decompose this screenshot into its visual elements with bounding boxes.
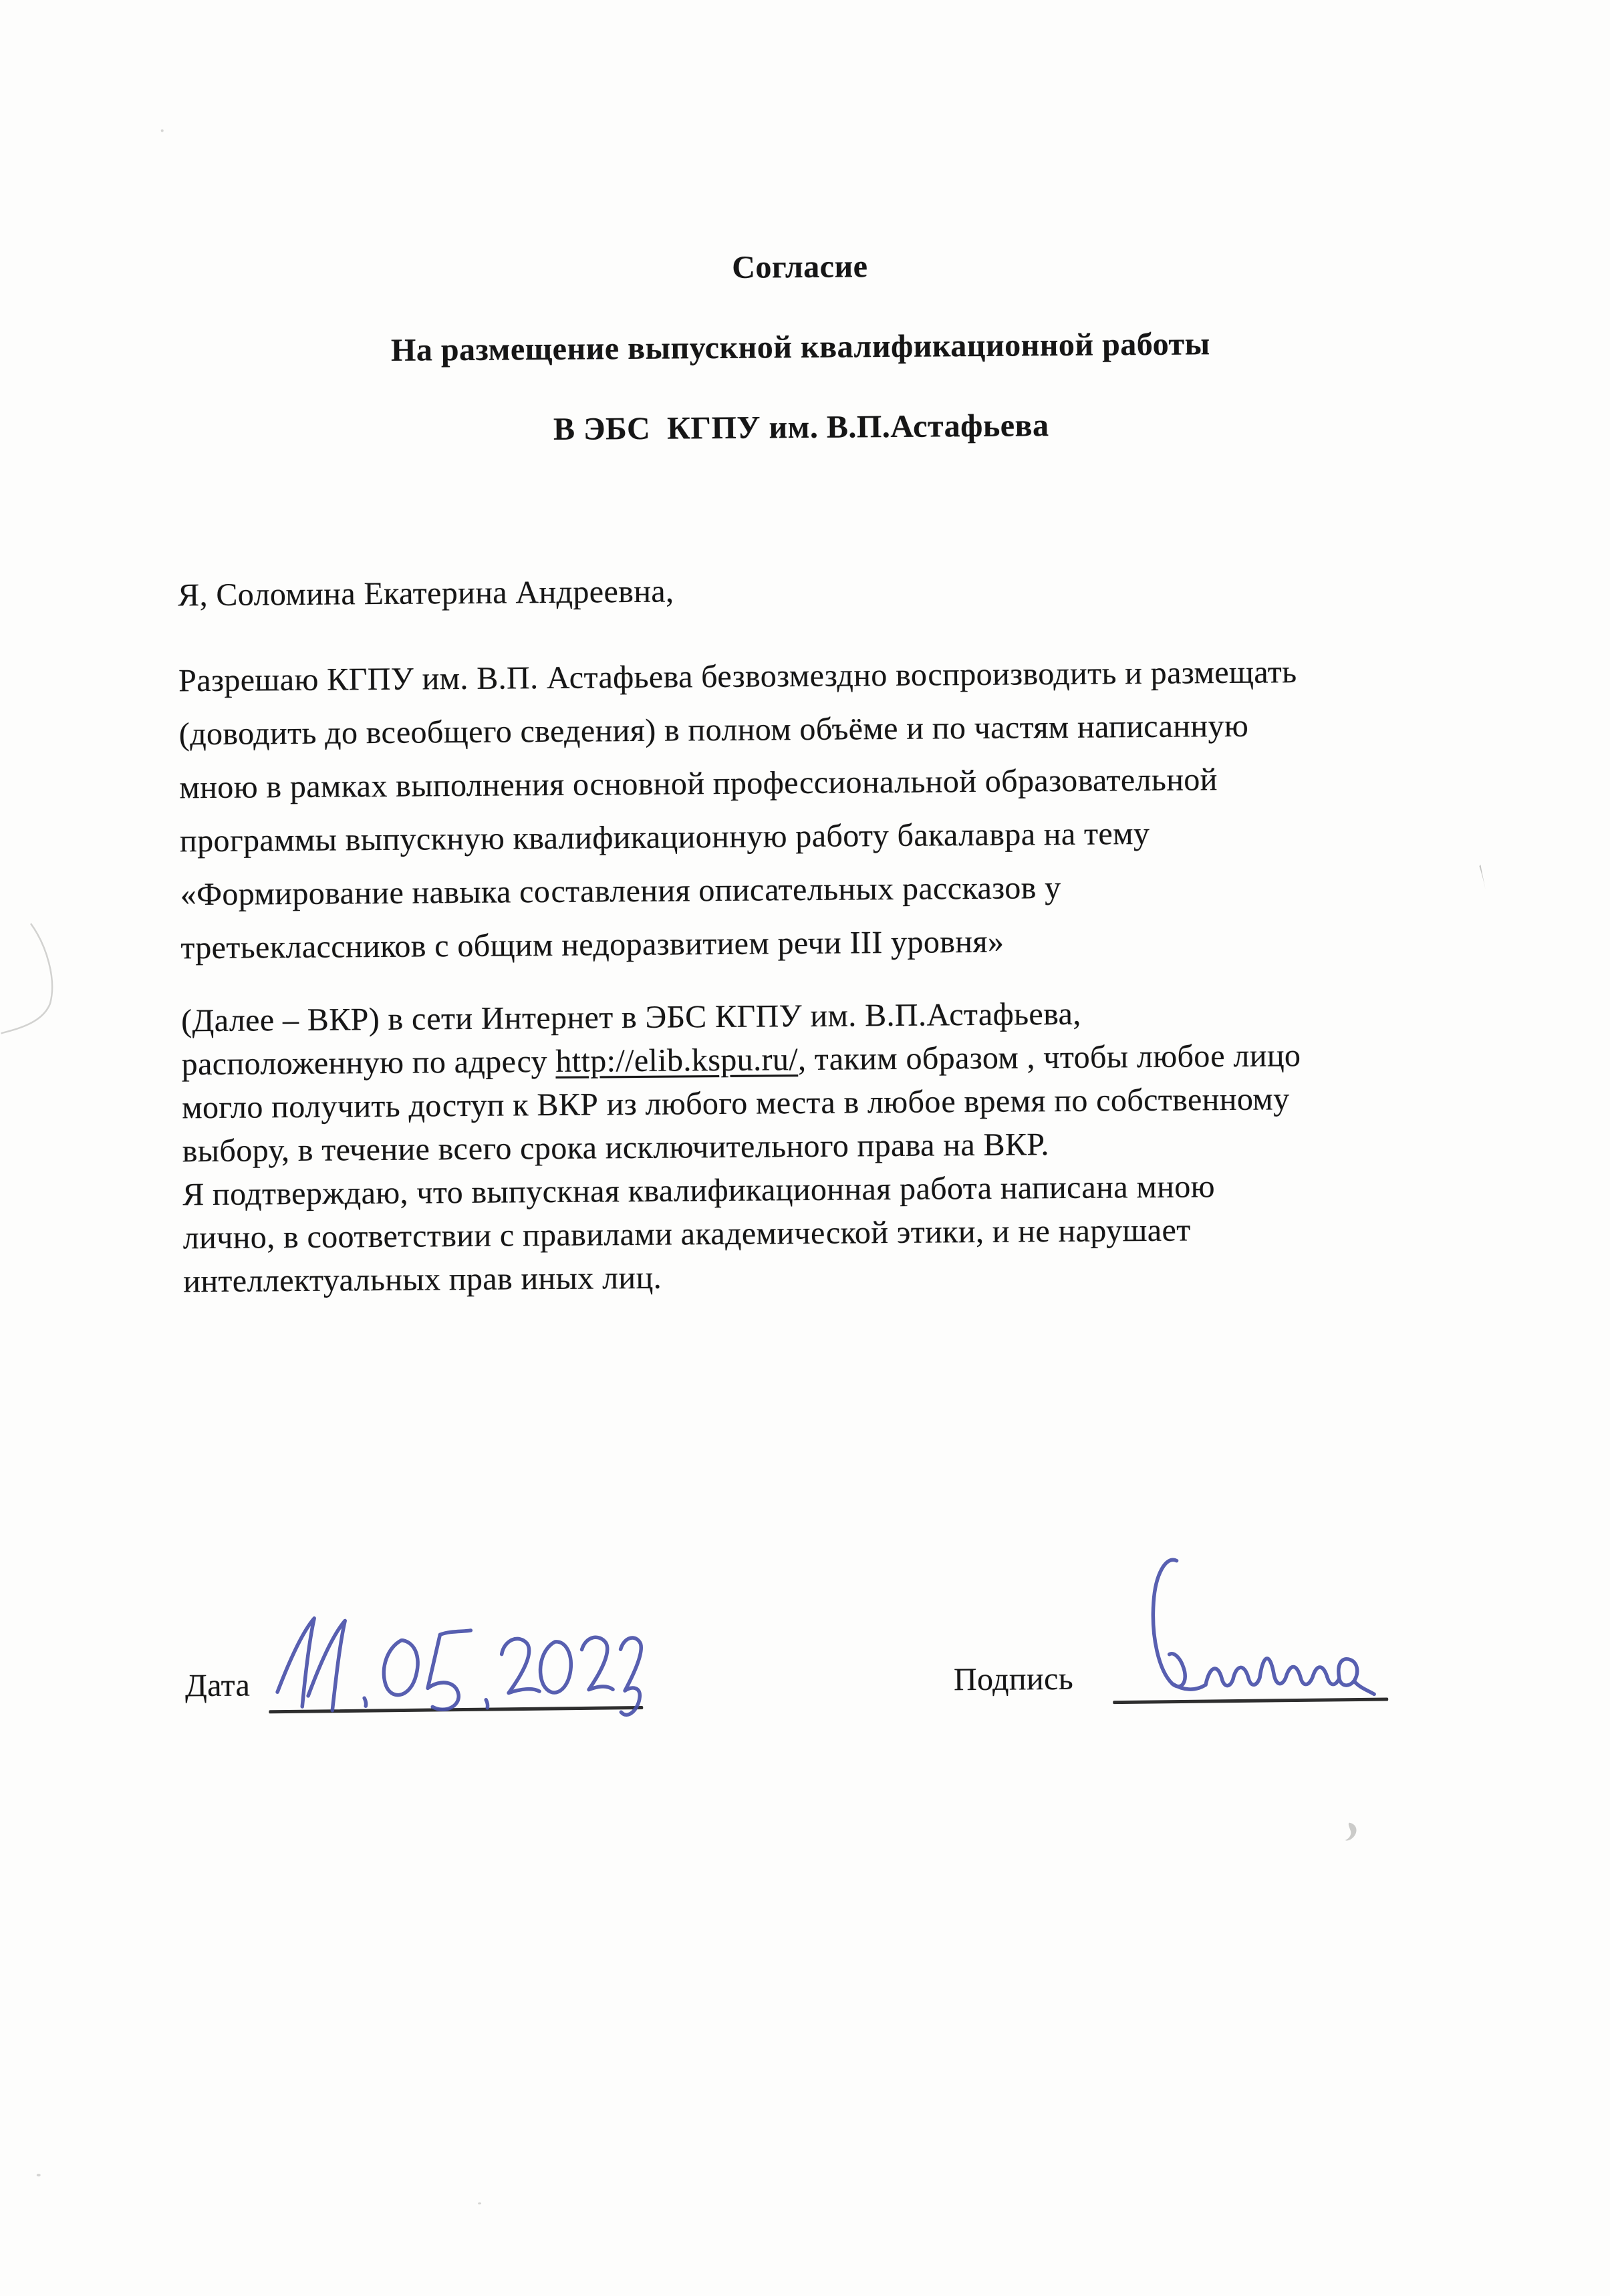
paragraph-line: мною в рамках выполнения основной профессиональной образовательной: [179, 762, 1218, 806]
thesis-topic-line: «Формирование навыка составления описательных рассказов у: [180, 869, 1061, 913]
paragraph-line: Я подтверждаю, что выпускная квалификационная работа написана мною: [182, 1169, 1216, 1213]
dust-speck: [478, 2202, 481, 2204]
declarant-name-line: Я, Соломина Екатерина Андреевна,: [177, 573, 674, 613]
paragraph-line: лично, в соответствии с правилами академической этики, и не нарушает: [182, 1212, 1191, 1256]
url-prefix-text: расположенную по адресу: [181, 1043, 556, 1083]
dust-speck: [37, 2174, 41, 2176]
paragraph-line: программы выпускную квалификационную работу бакалавра на тему: [179, 815, 1150, 859]
signature-label: Подпись: [953, 1661, 1074, 1698]
scan-hair-artifact: [0, 918, 74, 1046]
document-subtitle-placement: На размещение выпускной квалификационной работы: [390, 326, 1210, 368]
paragraph-line: выбору, в течение всего срока исключительного права на ВКР.: [182, 1127, 1050, 1169]
thesis-topic-line: третьеклассников с общим недоразвитием речи III уровня»: [180, 923, 1004, 966]
paragraph-line: (Далее – ВКР) в сети Интернет в ЭБС КГПУ им. В.П.Астафьева,: [180, 996, 1081, 1039]
date-label: Дата: [184, 1667, 251, 1704]
document-title: Согласие: [732, 249, 868, 285]
document-subtitle-organization: В ЭБС КГПУ им. В.П.Астафьева: [553, 408, 1049, 447]
terms-paragraph: [181, 989, 1454, 1303]
paragraph-line: (доводить до всеобщего сведения) в полном объёме и по частям написанную: [178, 708, 1249, 752]
permission-paragraph: [178, 644, 1451, 975]
handwritten-date: [265, 1610, 653, 1741]
paragraph-line: могло получить доступ к ВКР из любого места в любое время по собственному: [181, 1081, 1290, 1126]
paragraph-line: Разрешаю КГПУ им. В.П. Астафьева безвозмездно воспроизводить и размещать: [178, 654, 1297, 699]
url-suffix-text: , таким образом , чтобы любое лицо: [797, 1038, 1301, 1078]
handwritten-signature: [1137, 1552, 1406, 1721]
paragraph-line: интеллектуальных прав иных лиц.: [183, 1260, 662, 1300]
scan-mark-comma: [1343, 1820, 1363, 1846]
dust-speck: [161, 130, 164, 132]
elib-url-text: http://elib.kspu.ru/: [555, 1042, 799, 1079]
scan-mark-apostrophe: [1475, 862, 1491, 894]
